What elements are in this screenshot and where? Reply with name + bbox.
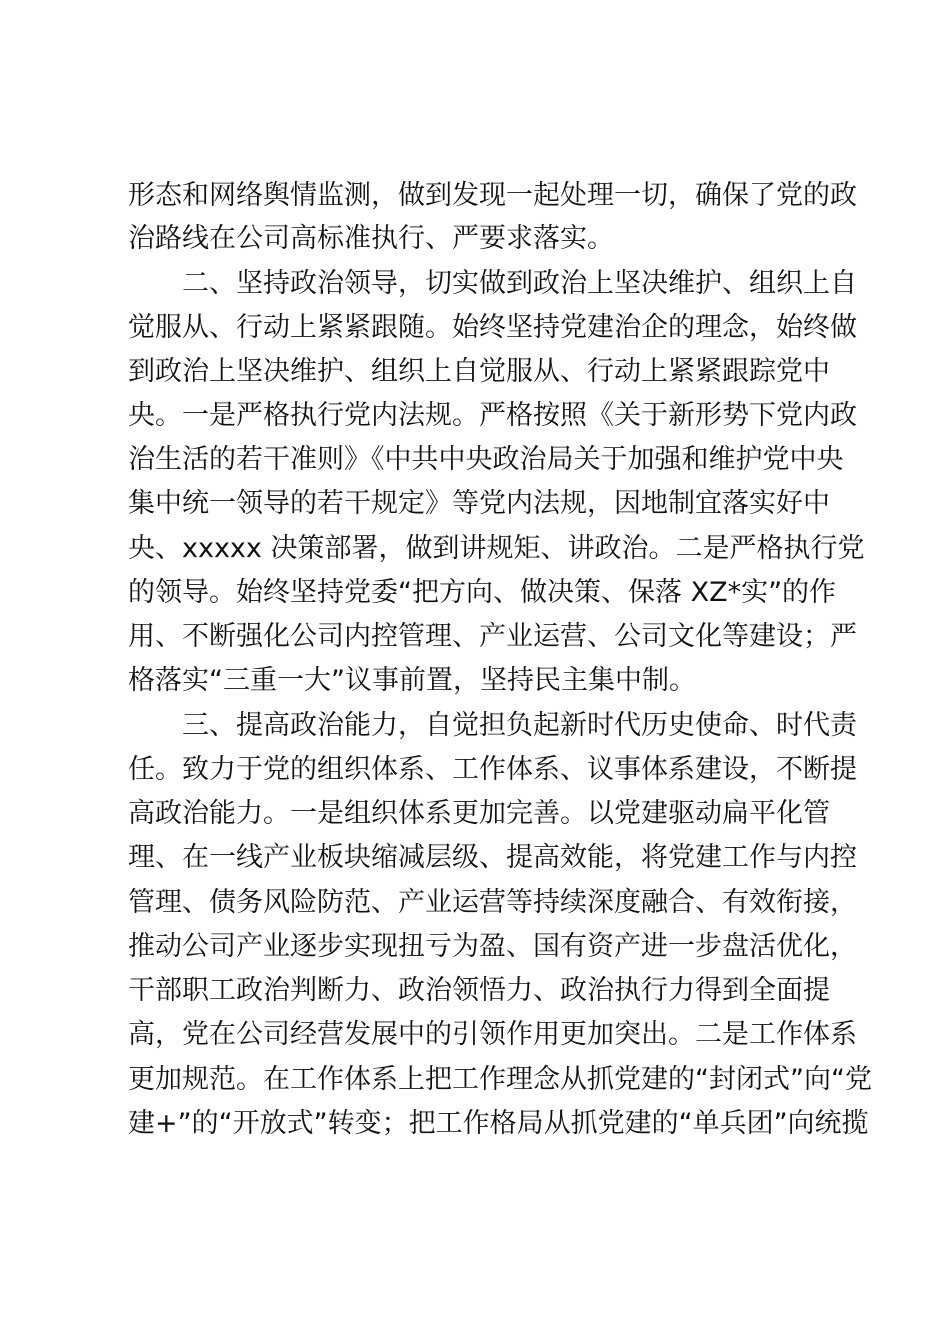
body-text-line: 高，党在公司经营发展中的引领作用更加突出。二是工作体系 xyxy=(128,1019,857,1050)
body-text-line: 的领导。始终坚持党委“把方向、做决策、保落 XZ*实”的作 xyxy=(128,577,837,608)
body-text-line: 觉服从、行动上紧紧跟随。始终坚持党建治企的理念，始终做 xyxy=(128,312,857,343)
body-text-line: 治路线在公司高标准执行、严要求落实。 xyxy=(128,223,614,254)
body-text-line: 集中统一领导的若干规定》等党内法规，因地制宜落实好中 xyxy=(128,488,830,519)
body-text-line: 推动公司产业逐步实现扭亏为盈、国有资产进一步盘活优化， xyxy=(128,931,857,962)
body-text-line: 任。致力于党的组织体系、工作体系、议事体系建设，不断提 xyxy=(128,754,857,785)
section-three-heading-line: 三、提高政治能力，自觉担负起新时代历史使命、时代责 xyxy=(182,710,857,741)
body-text-line: 形态和网络舆情监测，做到发现一起处理一切，确保了党的政 xyxy=(128,180,857,211)
section-two-heading-line: 二、坚持政治领导，切实做到政治上坚决维护、组织上自 xyxy=(182,268,857,299)
body-text-line: 治生活的若干准则》《中共中央政治局关于加强和维护党中央 xyxy=(128,444,844,475)
body-text-line: 干部职工政治判断力、政治领悟力、政治执行力得到全面提 xyxy=(128,975,830,1006)
body-text-line: 央。一是严格执行党内法规。严格按照《关于新形势下党内政 xyxy=(128,400,857,431)
body-text-line: 建+”的“开放式”转变；把工作格局从抓党建的“单兵团”向统揽 xyxy=(128,1108,869,1139)
body-text-line: 格落实“三重一大”议事前置，坚持民主集中制。 xyxy=(128,665,696,696)
body-text-line: 理、在一线产业板块缩减层级、提高效能，将党建工作与内控 xyxy=(128,842,857,873)
body-text-line: 到政治上坚决维护、组织上自觉服从、行动上紧紧跟踪党中 xyxy=(128,356,830,387)
body-text-line: 高政治能力。一是组织体系更加完善。以党建驱动扁平化管 xyxy=(128,798,830,829)
body-text-line: 央、xxxxx 决策部署，做到讲规矩、讲政治。二是严格执行党 xyxy=(128,533,865,564)
body-text-line: 更加规范。在工作体系上把工作理念从抓党建的“封闭式”向“党 xyxy=(128,1064,872,1095)
body-text-line: 管理、债务风险防范、产业运营等持续深度融合、有效衔接， xyxy=(128,887,857,918)
body-text-line: 用、不断强化公司内控管理、产业运营、公司文化等建设；严 xyxy=(128,621,857,652)
